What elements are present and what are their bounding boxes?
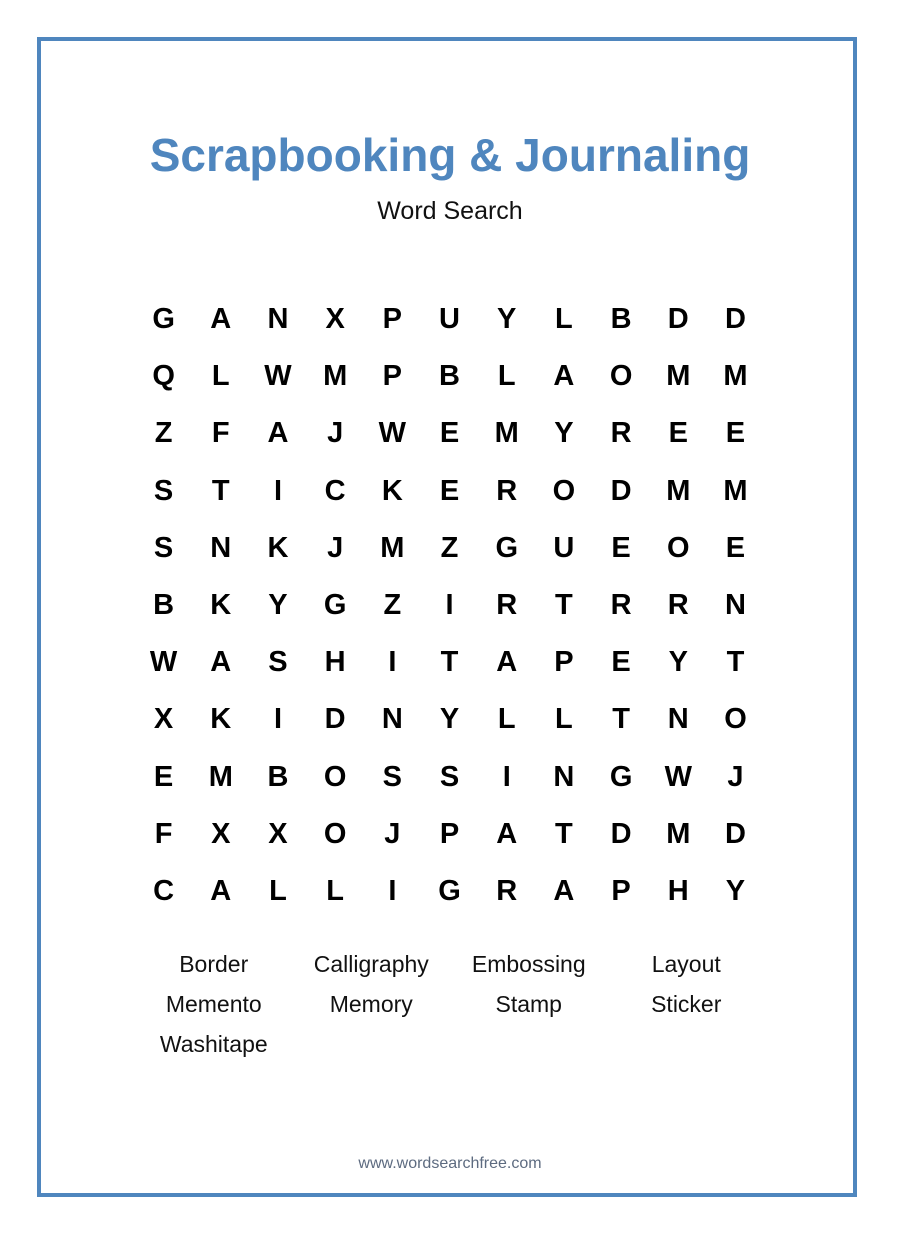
grid-cell[interactable]: K	[210, 703, 232, 736]
grid-cell[interactable]: W	[149, 646, 178, 679]
grid-cell[interactable]: N	[210, 531, 232, 564]
grid-cell[interactable]: N	[267, 303, 289, 336]
grid-cell[interactable]: M	[723, 360, 748, 393]
grid-cell[interactable]: D	[610, 817, 632, 850]
grid-cell[interactable]: X	[153, 703, 174, 736]
grid-cell[interactable]: B	[610, 303, 632, 336]
grid-cell[interactable]: J	[727, 760, 744, 793]
grid-cell[interactable]: Q	[152, 360, 175, 393]
word-list-item: Washitape	[159, 1030, 268, 1057]
word-list-item: Memory	[329, 990, 413, 1017]
grid-cell[interactable]: A	[267, 417, 289, 450]
grid-cell[interactable]: P	[439, 817, 460, 850]
grid-cell[interactable]: L	[497, 703, 516, 736]
grid-cell[interactable]: K	[381, 474, 403, 507]
grid-cell[interactable]: O	[323, 817, 347, 850]
grid-cell[interactable]: N	[553, 760, 575, 793]
grid-cell[interactable]: A	[496, 646, 518, 679]
grid-cell[interactable]: A	[210, 646, 232, 679]
grid-cell[interactable]: I	[388, 874, 397, 907]
puzzle-subtitle: Word Search	[377, 197, 523, 225]
grid-cell[interactable]: B	[439, 360, 460, 393]
grid-cell[interactable]: K	[267, 531, 289, 564]
grid-cell[interactable]: E	[611, 531, 631, 564]
grid-cell[interactable]: E	[725, 531, 746, 564]
grid-cell[interactable]: B	[153, 589, 175, 622]
grid-cell[interactable]: L	[555, 703, 573, 736]
grid-cell[interactable]: X	[325, 303, 345, 336]
grid-cell[interactable]: Z	[154, 417, 173, 450]
grid-cell[interactable]: T	[555, 589, 573, 622]
grid-cell[interactable]: X	[268, 817, 288, 850]
grid-cell[interactable]: S	[153, 531, 174, 564]
grid-cell[interactable]: C	[153, 874, 175, 907]
word-list-item: Border	[179, 950, 249, 977]
grid-cell[interactable]: Y	[668, 646, 688, 679]
grid-cell[interactable]: Y	[497, 303, 517, 336]
grid-cell[interactable]: G	[438, 874, 461, 907]
grid-cell[interactable]: S	[268, 646, 288, 679]
grid-cell[interactable]: T	[612, 703, 630, 736]
grid-cell[interactable]: M	[666, 817, 691, 850]
grid-cell[interactable]: Y	[554, 417, 574, 450]
grid-cell[interactable]: R	[496, 589, 518, 622]
grid-cell[interactable]: Z	[440, 531, 459, 564]
puzzle-title: Scrapbooking & Journaling	[149, 129, 751, 181]
grid-cell[interactable]: W	[664, 760, 692, 793]
grid-cell[interactable]: R	[667, 589, 689, 622]
grid-cell[interactable]: C	[324, 474, 346, 507]
letter-grid	[135, 291, 764, 920]
grid-cell[interactable]: R	[610, 589, 632, 622]
grid-cell[interactable]: S	[382, 760, 403, 793]
grid-cell[interactable]: L	[497, 360, 516, 393]
grid-cell[interactable]: R	[496, 874, 518, 907]
grid-cell[interactable]: N	[381, 703, 403, 736]
grid-cell[interactable]: A	[496, 817, 518, 850]
grid-cell[interactable]: Z	[383, 589, 402, 622]
grid-cell[interactable]: J	[384, 817, 401, 850]
word-list-item: Memento	[165, 990, 262, 1017]
grid-cell[interactable]: A	[553, 874, 575, 907]
grid-cell[interactable]: O	[609, 360, 633, 393]
grid-cell[interactable]: U	[439, 303, 460, 336]
grid-cell[interactable]: T	[726, 646, 745, 679]
grid-cell[interactable]: F	[211, 417, 230, 450]
grid-cell[interactable]: W	[378, 417, 407, 450]
grid-cell[interactable]: A	[210, 874, 232, 907]
grid-cell[interactable]: P	[382, 360, 403, 393]
word-list	[135, 944, 765, 1064]
grid-cell[interactable]: Y	[439, 703, 460, 736]
grid-cell[interactable]: H	[324, 646, 346, 679]
grid-cell[interactable]: I	[273, 474, 282, 507]
grid-cell[interactable]: X	[211, 817, 231, 850]
grid-cell[interactable]: M	[208, 760, 233, 793]
grid-cell[interactable]: M	[666, 360, 691, 393]
grid-cell[interactable]: D	[724, 303, 746, 336]
word-list-item: Calligraphy	[313, 950, 429, 977]
word-list-item: Sticker	[651, 990, 722, 1017]
grid-cell[interactable]: O	[667, 531, 690, 564]
grid-cell[interactable]: P	[382, 303, 403, 336]
grid-cell[interactable]: L	[211, 360, 230, 393]
grid-cell[interactable]: D	[724, 817, 746, 850]
grid-cell[interactable]: R	[496, 474, 518, 507]
grid-cell[interactable]: S	[153, 474, 174, 507]
grid-cell[interactable]: Y	[725, 874, 746, 907]
grid-cell[interactable]: G	[495, 531, 518, 564]
grid-cell[interactable]: M	[723, 474, 748, 507]
grid-cell[interactable]: O	[323, 760, 347, 793]
grid-cell[interactable]: T	[555, 817, 573, 850]
grid-cell[interactable]: N	[724, 589, 746, 622]
word-list-item: Layout	[651, 950, 721, 977]
grid-cell[interactable]: M	[380, 531, 405, 564]
grid-cell[interactable]: F	[154, 817, 173, 850]
grid-cell[interactable]: B	[267, 760, 289, 793]
grid-cell[interactable]: G	[609, 760, 633, 793]
grid-cell[interactable]: D	[324, 703, 346, 736]
grid-cell[interactable]: N	[667, 703, 689, 736]
grid-cell[interactable]: D	[667, 303, 689, 336]
grid-cell[interactable]: I	[502, 760, 511, 793]
grid-cell[interactable]: L	[555, 303, 573, 336]
grid-cell[interactable]: K	[210, 589, 232, 622]
grid-cell[interactable]: P	[554, 646, 574, 679]
grid-cell[interactable]: E	[611, 646, 631, 679]
grid-cell[interactable]: L	[269, 874, 287, 907]
grid-cell[interactable]: S	[439, 760, 460, 793]
grid-cell[interactable]: E	[725, 417, 746, 450]
grid-cell[interactable]: Y	[268, 589, 288, 622]
word-list-item: Stamp	[495, 990, 562, 1017]
grid-cell[interactable]: U	[553, 531, 575, 564]
grid-cell[interactable]: E	[668, 417, 688, 450]
grid-cell[interactable]: G	[323, 589, 347, 622]
grid-cell[interactable]: G	[152, 303, 175, 336]
grid-cell[interactable]: R	[610, 417, 632, 450]
grid-cell[interactable]: T	[211, 474, 230, 507]
footer-url[interactable]: www.wordsearchfree.com	[358, 1155, 542, 1172]
grid-cell[interactable]: O	[552, 474, 576, 507]
grid-cell[interactable]: T	[440, 646, 459, 679]
grid-cell[interactable]: J	[327, 417, 344, 450]
grid-cell[interactable]: I	[273, 703, 282, 736]
grid-cell[interactable]: W	[264, 360, 292, 393]
grid-cell[interactable]: I	[445, 589, 454, 622]
grid-cell[interactable]: D	[610, 474, 632, 507]
grid-cell[interactable]: H	[667, 874, 689, 907]
grid-cell[interactable]: O	[724, 703, 747, 736]
grid-cell[interactable]: M	[323, 360, 348, 393]
grid-cell[interactable]: I	[388, 646, 397, 679]
grid-cell[interactable]: E	[439, 474, 460, 507]
grid-cell[interactable]: P	[611, 874, 631, 907]
grid-cell[interactable]: A	[210, 303, 232, 336]
grid-cell[interactable]: E	[439, 417, 460, 450]
word-list-item: Embossing	[471, 950, 586, 977]
grid-cell[interactable]: E	[153, 760, 174, 793]
grid-cell[interactable]: M	[666, 474, 691, 507]
grid-cell[interactable]: J	[327, 531, 344, 564]
grid-cell[interactable]: A	[553, 360, 575, 393]
grid-cell[interactable]: M	[494, 417, 519, 450]
grid-cell[interactable]: L	[326, 874, 345, 907]
